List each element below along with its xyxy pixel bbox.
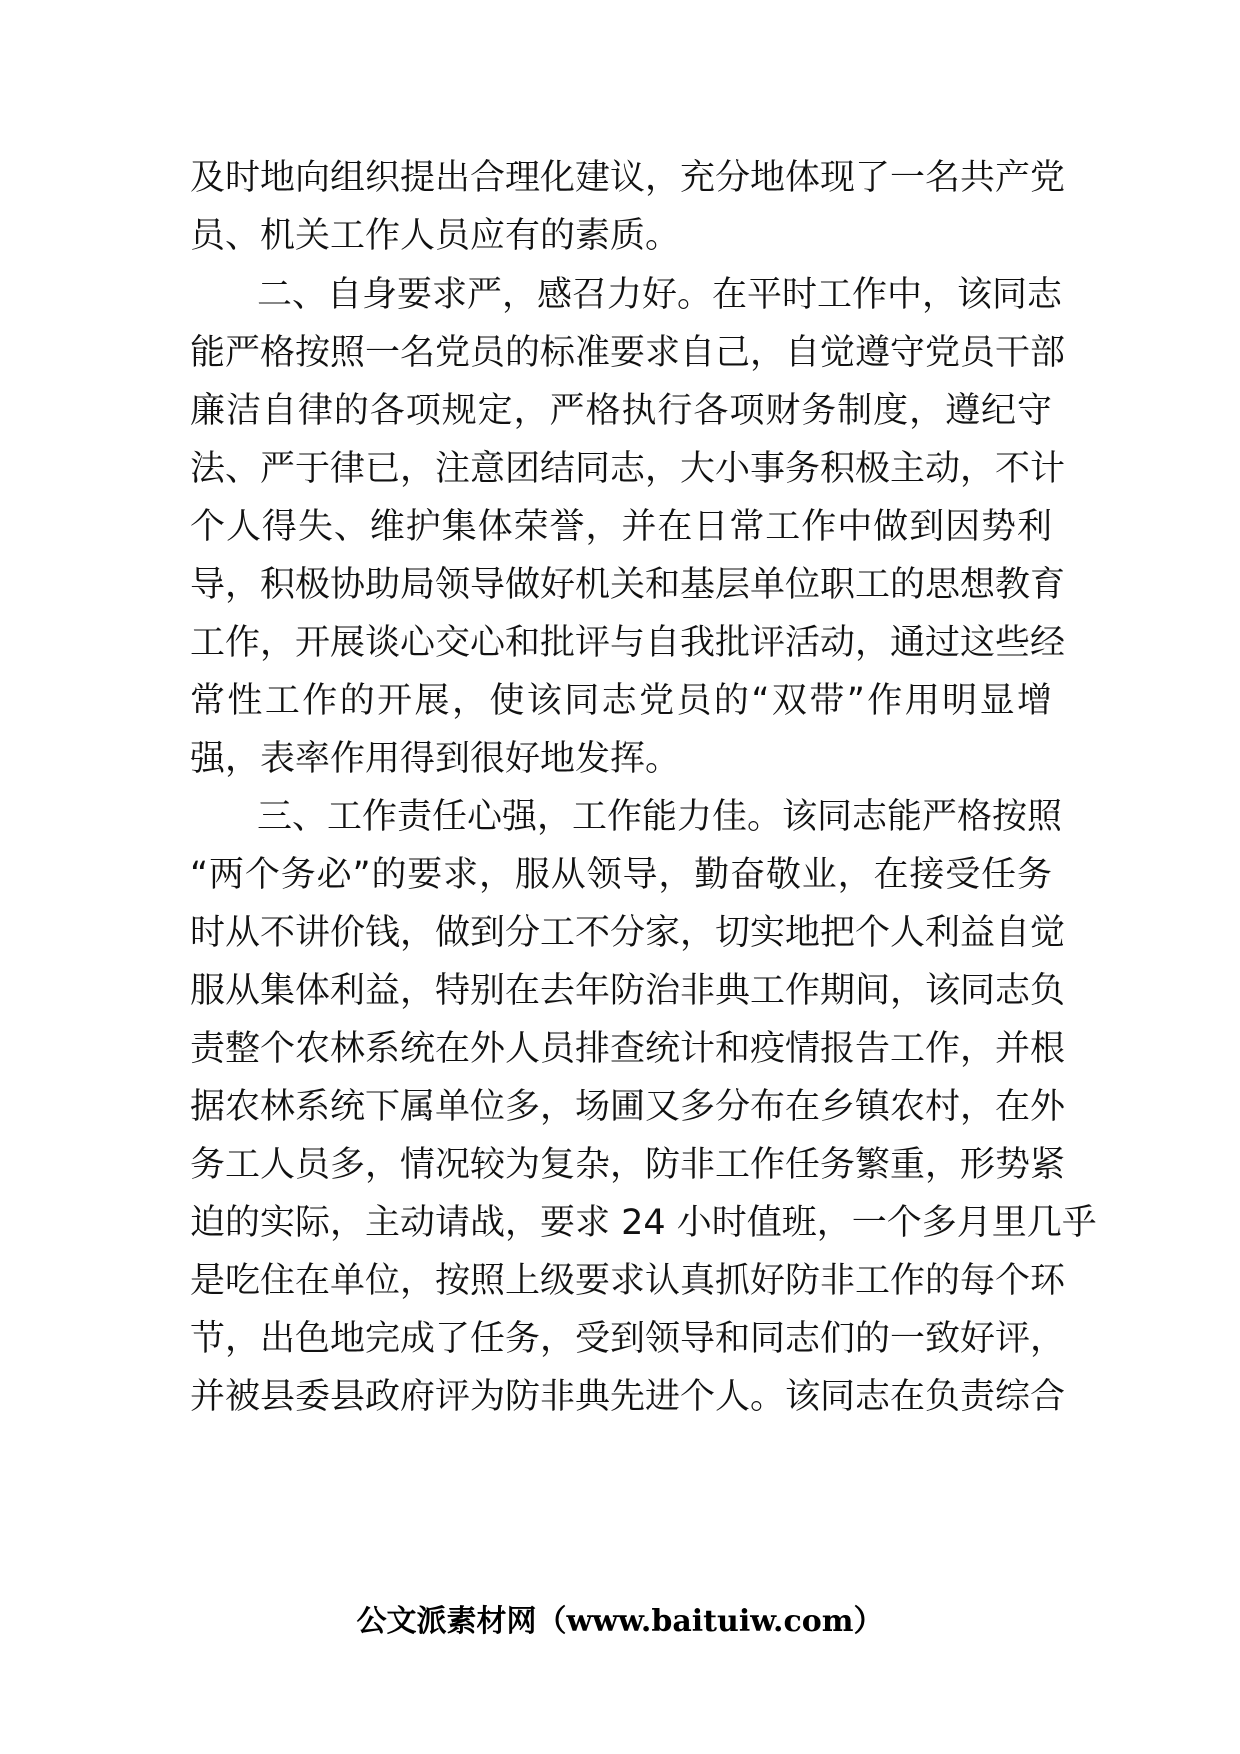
body-line: 常性工作的开展，使该同志党员的“双带”作用明显增	[190, 681, 1052, 721]
paragraph-heading-line: 三、工作责任心强，工作能力佳。该同志能严格按照	[257, 797, 1063, 837]
body-line: 服从集体利益，特别在去年防治非典工作期间，该同志负	[190, 971, 1066, 1011]
body-line: 时从不讲价钱，做到分工不分家，切实地把个人利益自觉	[190, 913, 1066, 953]
body-line: 廉洁自律的各项规定，严格执行各项财务制度，遵纪守	[190, 391, 1052, 431]
body-line: 及时地向组织提出合理化建议，充分地体现了一名共产党	[190, 158, 1066, 198]
body-line: 导，积极协助局领导做好机关和基层单位职工的思想教育	[190, 565, 1066, 605]
paragraph-heading-line: 二、自身要求严，感召力好。在平时工作中，该同志	[257, 275, 1063, 315]
body-line: 据农林系统下属单位多，场圃又多分布在乡镇农村，在外	[190, 1087, 1066, 1127]
body-line: 节，出色地完成了任务，受到领导和同志们的一致好评，	[190, 1319, 1066, 1359]
body-line: 务工人员多，情况较为复杂，防非工作任务繁重，形势紧	[190, 1145, 1066, 1185]
body-line: “两个务必”的要求，服从领导，勤奋敬业，在接受任务	[190, 855, 1052, 895]
body-line: 员、机关工作人员应有的素质。	[190, 216, 681, 256]
body-line: 工作，开展谈心交心和批评与自我批评活动，通过这些经	[190, 623, 1066, 663]
body-line: 个人得失、维护集体荣誉，并在日常工作中做到因势利	[190, 507, 1052, 547]
body-line: 能严格按照一名党员的标准要求自己，自觉遵守党员干部	[190, 333, 1066, 373]
body-line: 迫的实际，主动请战，要求 24 小时值班，一个多月里几乎	[190, 1203, 1097, 1243]
body-line: 是吃住在单位，按照上级要求认真抓好防非工作的每个环	[190, 1261, 1066, 1301]
body-line: 责整个农林系统在外人员排查统计和疫情报告工作，并根	[190, 1029, 1066, 1069]
watermark-footer: 公文派素材网（www.baituiw.com）	[356, 1604, 884, 1639]
body-line: 法、严于律已，注意团结同志，大小事务积极主动，不计	[190, 449, 1066, 489]
body-line: 强，表率作用得到很好地发挥。	[190, 739, 681, 779]
body-line: 并被县委县政府评为防非典先进个人。该同志在负责综合	[190, 1377, 1066, 1417]
